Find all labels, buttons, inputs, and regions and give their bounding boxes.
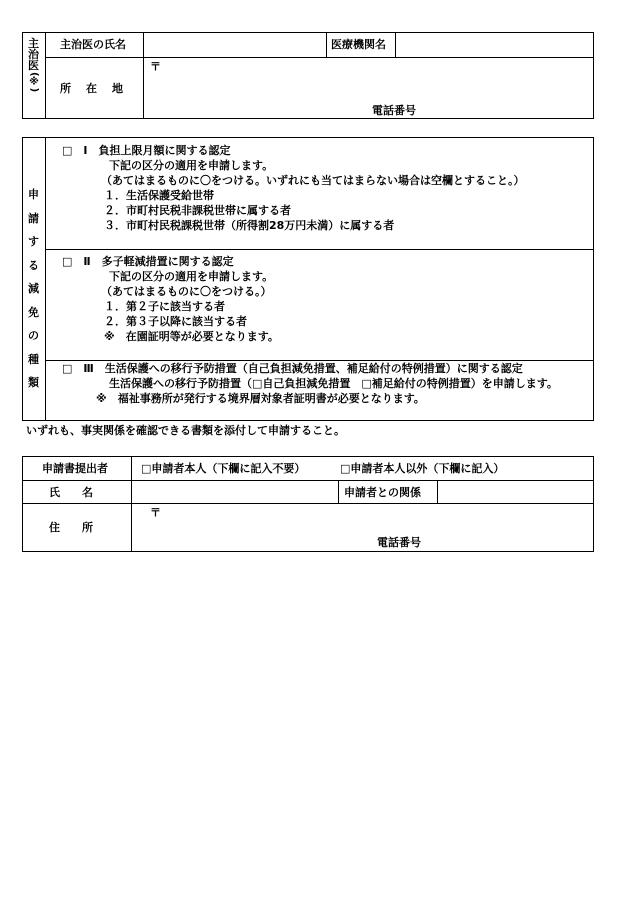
divider: [437, 480, 438, 503]
section1-line: 下記の区分の適用を申請します。: [109, 159, 274, 172]
divider: [45, 360, 594, 361]
divider: [45, 137, 46, 421]
postal-mark: 〒: [150, 506, 161, 519]
section1-title[interactable]: □ Ⅰ 負担上限月額に関する認定: [62, 144, 231, 157]
section3-note: ※ 福祉事務所が発行する境界層対象者証明書が必要となります。: [96, 392, 425, 405]
submitter-address-field[interactable]: [133, 505, 592, 550]
divider: [143, 32, 144, 119]
section2-note: ※ 在園証明等が必要となります。: [104, 330, 279, 343]
section2-line: 下記の区分の適用を申請します。: [109, 270, 274, 283]
section2-option[interactable]: １．第２子に該当する者: [104, 300, 225, 313]
divider: [45, 32, 46, 119]
section2-title[interactable]: □ Ⅱ 多子軽減措置に関する認定: [62, 255, 234, 268]
doctor-name-label: 主治医の氏名: [60, 38, 126, 51]
doctor-name-field[interactable]: [146, 34, 324, 55]
section3-title[interactable]: □ Ⅲ 生活保護への移行予防措置（自己負担減免措置、補足給付の特例措置）に関する認定: [62, 362, 523, 375]
submitter-address-label: 住 所: [49, 521, 93, 534]
section2-option[interactable]: ２．第３子以降に該当する者: [104, 315, 247, 328]
section2-line: （あてはまるものに〇をつける。）: [101, 285, 272, 298]
divider: [45, 249, 594, 250]
submitter-self-option[interactable]: □申請者本人（下欄に記入不要）: [141, 462, 306, 475]
doctor-address-label: 所 在 地: [60, 82, 125, 95]
submitter-other-option[interactable]: □申請者本人以外（下欄に記入）: [340, 462, 505, 475]
divider: [22, 480, 594, 481]
divider: [338, 480, 339, 503]
divider: [22, 503, 594, 504]
postal-mark: 〒: [150, 60, 161, 73]
divider: [326, 32, 327, 57]
section1-option[interactable]: １．生活保護受給世帯: [104, 189, 214, 202]
section1-option[interactable]: ２．市町村民税非課税世帯に属する者: [104, 204, 291, 217]
relation-field[interactable]: [440, 482, 592, 501]
submitter-label: 申請書提出者: [42, 462, 108, 475]
submitter-name-label: 氏 名: [49, 486, 93, 499]
submitter-name-field[interactable]: [133, 482, 336, 501]
doctor-phone-label: 電話番号: [372, 104, 416, 117]
divider: [395, 32, 396, 57]
divider: [45, 57, 594, 58]
institution-field[interactable]: [398, 34, 592, 55]
section1-line: （あてはまるものに〇をつける。いずれにも当てはまらない場合は空欄とすること。）: [101, 174, 525, 187]
doctor-side-label: 主 治 医 (※): [28, 37, 40, 93]
section1-option[interactable]: ３．市町村民税課税世帯（所得割28万円未満）に属する者: [104, 219, 395, 232]
divider: [131, 456, 132, 552]
section3-line[interactable]: 生活保護への移行予防措置（□自己負担減免措置 □補足給付の特例措置）を申請します。: [109, 377, 558, 390]
submitter-phone-label: 電話番号: [377, 536, 421, 549]
attachment-note: いずれも、事実関係を確認できる書類を添付して申請すること。: [26, 424, 345, 437]
reduction-side-label: 申 請 す る 減 免 の 種 類: [28, 188, 39, 389]
institution-label: 医療機関名: [331, 38, 386, 51]
doctor-address-field[interactable]: [146, 59, 592, 117]
relation-label: 申請者との関係: [344, 486, 421, 499]
